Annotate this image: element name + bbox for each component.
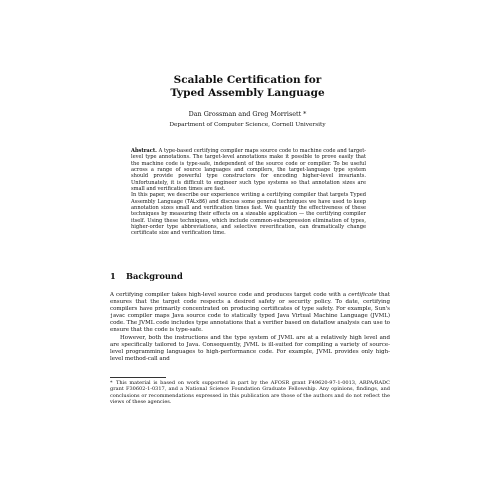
footnote-mark: *	[110, 380, 113, 386]
section-number: 1	[110, 271, 116, 281]
footnote-rule	[110, 377, 166, 378]
javac-code: javac	[110, 313, 126, 320]
abstract-text-1: A type-based certifying compiler maps source code to machine code and target-level type annotations. The target-level annotations make it possible to prove easily that the machine code is type-safe, independent of the source code or compiler. To be useful across a range of source languages and compilers, the target-language type system should provide powerful type constructors for encoding higher-level invariants. Unfortunately, it is difficult to engineer such type systems so that annotation sizes are small and verification times are fast.	[131, 148, 366, 193]
body-text-1a: A certifying compiler takes high-level source code and produces target code with a	[110, 292, 349, 298]
body-text-1c: compiler maps Java source code to statically typed Java Virtual Machine Language (JVML) code. The JVML code includes type annotations that a verifier based on dataflow analysis can use to ensure that the code is type-safe.	[110, 313, 390, 334]
footnote	[110, 380, 390, 405]
section-heading	[110, 271, 183, 281]
abstract-paragraph-1	[131, 148, 366, 192]
certificate-emphasis: certificate	[348, 292, 377, 298]
body-paragraph-1	[110, 292, 390, 335]
body-text	[110, 292, 390, 363]
title-line-2: Typed Assembly Language	[170, 87, 325, 99]
body-text-1b: that ensures that the target code respects a desired safety or security policy. To date, certifying compilers have primarily concentrated on producing certificates of type safety. For example, Sun's	[110, 292, 390, 313]
title-line-1: Scalable Certification for	[173, 74, 322, 86]
footnote-text: This material is based on work supported in part by the AFOSR grant F49620-97-1-0013, ARPA/RADC grant F30602-1-0317, and a National Science Foundation Graduate Fellowship. Any opinions, findings, and conclusions or recommendations expressed in this publication are those of the authors and do not reflect the views of these agencies.	[110, 380, 390, 405]
abstract	[131, 148, 366, 237]
authors: Dan Grossman and Greg Morrisett *	[188, 110, 307, 118]
abstract-label: Abstract.	[131, 148, 157, 154]
section-title: Background	[126, 271, 183, 281]
abstract-paragraph-2	[131, 192, 366, 236]
affiliation: Department of Computer Science, Cornell University	[169, 122, 326, 128]
abstract-text-2b: ) and discuss some general techniques we have used to keep annotation sizes small and verification times fast. We quantify the effectiveness of these techniques by measuring their effects on a sizeable application — the certifying compiler itself. Using these techniques, which include common-subexpression elimination of types, higher-order type abbreviations, and selective reverification, can dramatically change certificate size and verification time.	[131, 198, 366, 237]
abstract-text-2a: In this paper, we describe our experience writing a certifying compiler that targets Typed Assembly Language (	[131, 192, 366, 205]
body-paragraph-2: However, both the instructions and the type system of JVML are at a relatively high level and are specifically tailored to Java. Consequently, JVML is ill-suited for compiling a variety of source-level programming languages to high-performance code. For example, JVML provides only high-level method-call and	[110, 334, 390, 362]
talx86-code: TALx86	[187, 198, 206, 205]
